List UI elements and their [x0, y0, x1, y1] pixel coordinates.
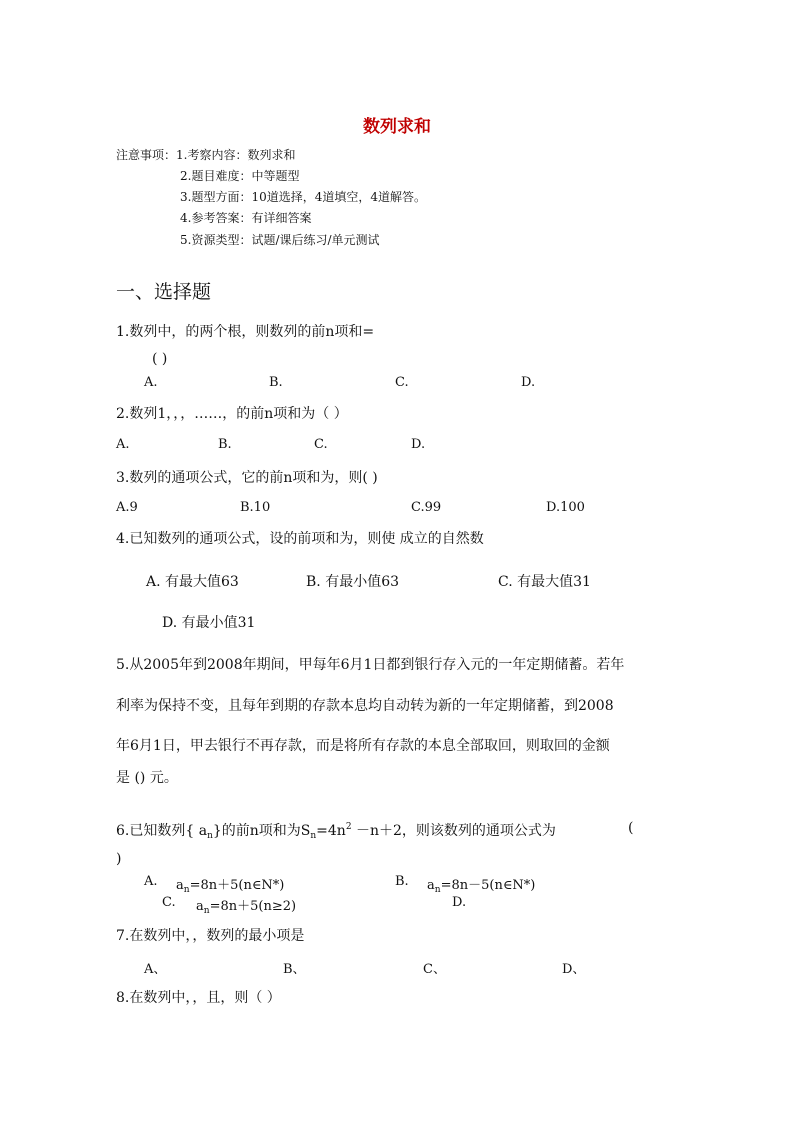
note-line-3: 3.题型方面：10道选择，4道填空，4道解答。: [180, 190, 426, 204]
question-6-option-b-label: B.: [395, 874, 409, 889]
question-5-line-3: 年6月1日，甲去银行不再存款，而是将所有存款的本息全部取回，则取回的金额: [116, 738, 610, 754]
question-2-option-d: D.: [411, 437, 426, 452]
question-5-line-4: 是 () 元。: [116, 770, 178, 786]
question-7-text: 7.在数列中，，数列的最小项是: [116, 928, 305, 944]
question-2-option-b: B.: [218, 437, 232, 452]
question-6-option-d-label: D.: [452, 895, 467, 910]
question-6-option-c-label: C.: [162, 895, 176, 910]
question-2-option-c: C.: [314, 437, 328, 452]
question-7-option-d: D、: [562, 962, 586, 977]
question-1-option-d: D.: [521, 375, 536, 390]
question-6-paren-close: ): [116, 851, 122, 867]
question-5-line-1: 5.从2005年到2008年期间，甲每年6月1日都到银行存入元的一年定期储蓄。若年: [116, 657, 625, 673]
question-6-option-b: $a_n=8n-5(n\in N*)$: [427, 878, 536, 895]
question-1-option-b: B.: [269, 375, 283, 390]
question-3-option-c: C.99: [411, 500, 442, 515]
question-6-option-c: $a_n=8n+5(n\ge 2)$: [196, 899, 297, 916]
question-7-option-b: B、: [283, 962, 306, 977]
question-3-text: 3.数列的通项公式，它的前n项和为，则( ): [116, 470, 378, 486]
question-8-text: 8.在数列中，，且，则（ ）: [116, 990, 281, 1006]
question-6-text: 6.已知数列{ $a_n$}的前n项和为$S_n=4n^2 -n+2$，则该数列的通项公式为: [116, 822, 556, 841]
note-line-4: 4.参考答案：有详细答案: [180, 211, 312, 225]
question-6-option-a: $a_n=8n+5(n\in N*)$: [176, 878, 285, 895]
question-1-text: 1.数列中，的两个根，则数列的前n项和=: [116, 324, 375, 340]
question-1-option-a: A.: [144, 375, 158, 390]
question-2-option-a: A.: [116, 437, 130, 452]
question-7-option-a: A、: [144, 962, 167, 977]
question-6-paren-open: (: [628, 820, 634, 836]
note-line-1: 注意事项：1.考察内容：数列求和: [116, 148, 296, 162]
question-4-option-c: C. 有最大值31: [498, 574, 591, 590]
question-3-option-d: D.100: [546, 500, 585, 515]
question-6-option-a-label: A.: [144, 874, 158, 889]
section-heading: 一、选择题: [116, 281, 212, 303]
note-line-5: 5.资源类型：试题/课后练习/单元测试: [180, 233, 380, 247]
question-7-option-c: C、: [423, 962, 446, 977]
document-title: 数列求和: [363, 117, 431, 137]
question-3-option-b: B.10: [240, 500, 271, 515]
question-4-text: 4.已知数列的通项公式，设的前项和为，则使 成立的自然数: [116, 531, 484, 547]
question-4-option-a: A. 有最大值63: [146, 574, 239, 590]
note-line-2: 2.题目难度：中等题型: [180, 169, 300, 183]
question-4-option-b: B. 有最小值63: [306, 574, 400, 590]
question-3-option-a: A.9: [116, 500, 138, 515]
question-1-option-c: C.: [395, 375, 409, 390]
question-5-line-2: 利率为保持不变，且每年到期的存款本息均自动转为新的一年定期储蓄，到2008: [116, 698, 614, 714]
question-4-option-d: D. 有最小值31: [162, 615, 256, 631]
question-1-answer-paren: ( ): [152, 351, 168, 367]
question-2-text: 2.数列1，，，……，的前n项和为（ ）: [116, 406, 348, 422]
